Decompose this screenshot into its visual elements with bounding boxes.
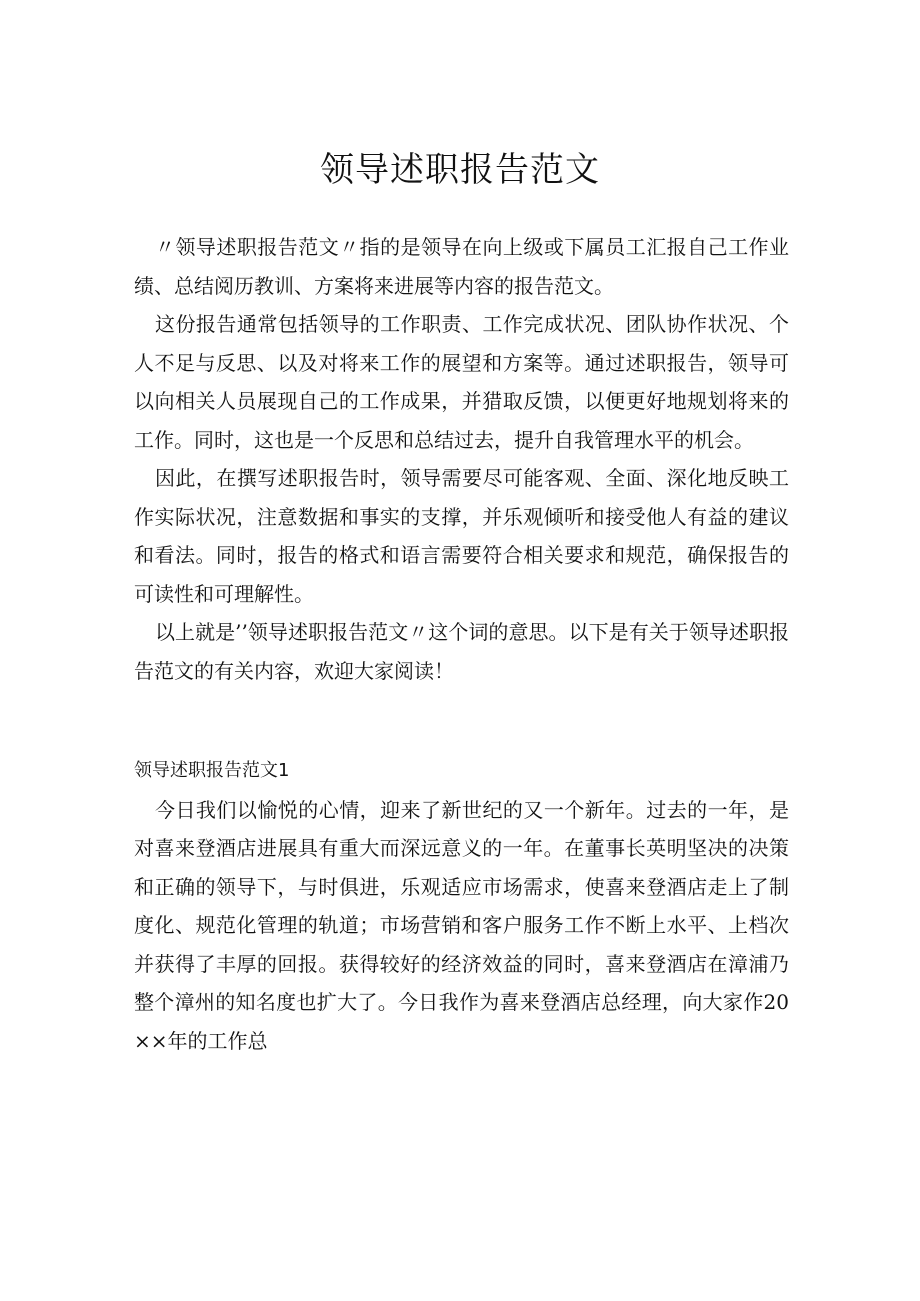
section-paragraph: 今日我们以愉悦的心情，迎来了新世纪的又一个新年。过去的一年，是对喜来登酒店进展具有重大而深远意义的一年。在董事长英明坚决的决策和正确的领导下，与时俱进，乐观适应市场需求，使喜来登酒店走上了制度化、规范化管理的轨道；市场营销和客户服务工作不断上水平、上档次并获得了丰厚的回报。获得较好的经济效益的同时，喜来登酒店在漳浦乃整个漳州的知名度也扩大了。今日我作为喜来登酒店总经理，向大家作20××年的工作总 (134, 797, 789, 1053)
document-title: 领导述职报告范文 (320, 150, 600, 190)
intro-paragraph-1: 〃领导述职报告范文〃指的是领导在向上级或下属员工汇报自己工作业绩、总结阅历教训、方案将来进展等内容的报告范文。 (134, 235, 789, 298)
document-body (134, 228, 789, 1060)
section-heading: 领导述职报告范文1 (134, 760, 290, 781)
intro-paragraph-2: 这份报告通常包括领导的工作职责、工作完成状况、团队协作状况、个人不足与反思、以及对将来工作的展望和方案等。通过述职报告，领导可以向相关人员展现自己的工作成果，并猎取反馈，以便更好地规划将来的工作。同时，这也是一个反思和总结过去，提升自我管理水平的机会。 (134, 312, 789, 452)
intro-paragraph-3: 因此，在撰写述职报告时，领导需要尽可能客观、全面、深化地反映工作实际状况，注意数据和事实的支撑，并乐观倾听和接受他人有益的建议和看法。同时，报告的格式和语言需要符合相关要求和规范，确保报告的可读性和可理解性。 (134, 466, 789, 606)
intro-paragraph-4: 以上就是’’领导述职报告范文〃这个词的意思。以下是有关于领导述职报告范文的有关内容，欢迎大家阅读！ (134, 620, 789, 683)
